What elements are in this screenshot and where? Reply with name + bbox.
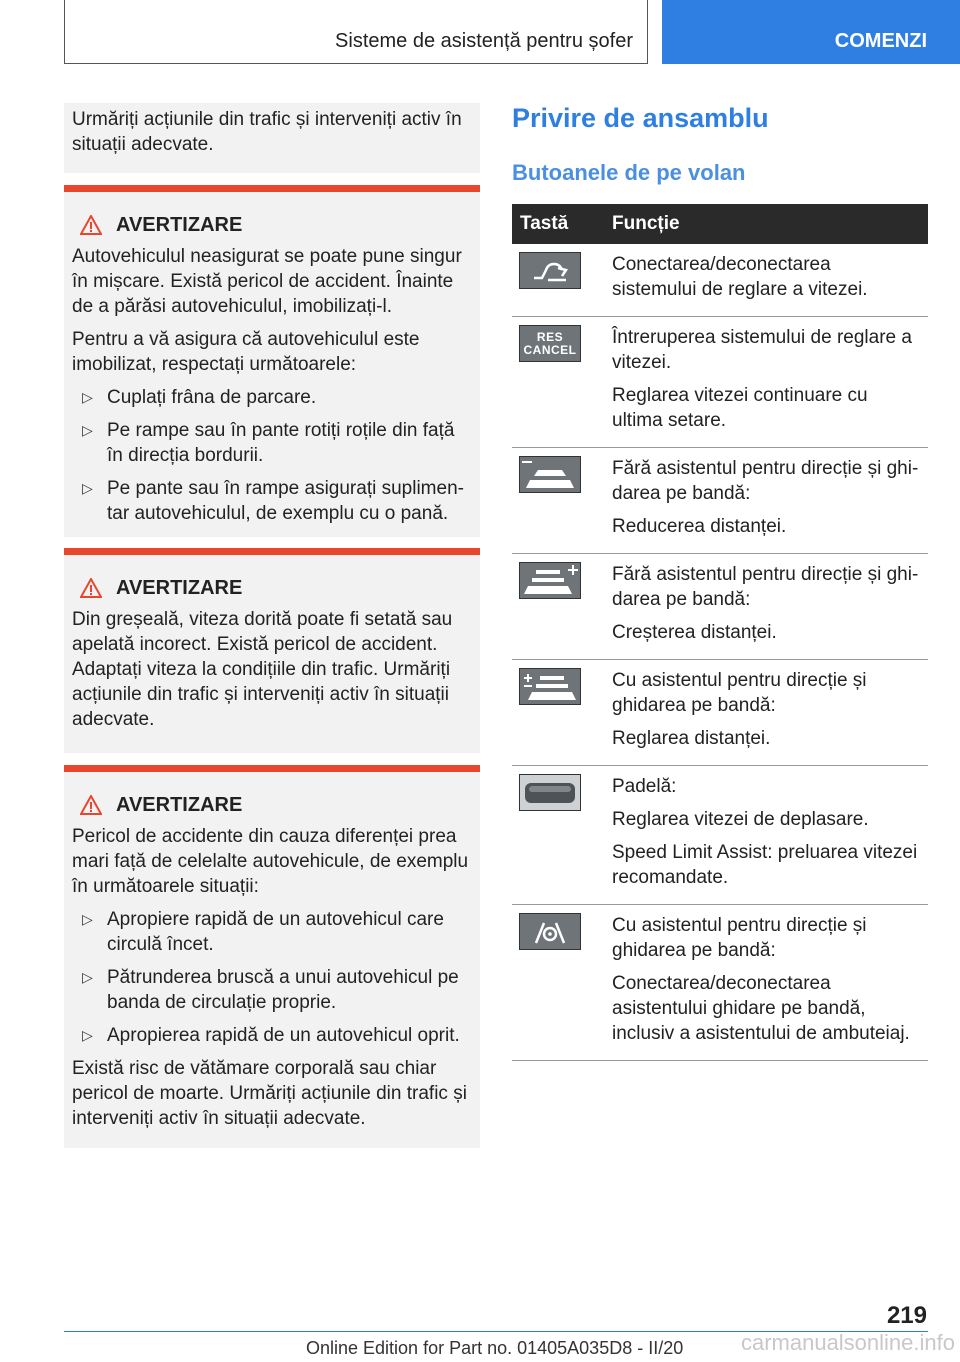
column-header-key: Tastă xyxy=(512,204,604,244)
res-cancel-icon: RES CANCEL xyxy=(519,325,581,362)
warning3-paragraph-2: Există risc de vătămare corporală sau chiar pericol de moarte. Urmăriți acțiunile din trafic și interveniți activ în situații adecvate. xyxy=(72,1058,467,1129)
distance-decrease-icon xyxy=(519,456,581,493)
function-text: Reglarea vitezei de deplasare. xyxy=(612,809,869,830)
watermark: carmanualsonline.info xyxy=(740,1330,955,1355)
warning-triangle-icon xyxy=(80,795,102,815)
table-row xyxy=(512,317,928,448)
list-item: ▷ Apropierea rapidă de un autovehicul oprit. xyxy=(82,1025,460,1046)
function-text: Fără asistentul pentru direcție și ghidarea pe bandă: xyxy=(612,564,919,610)
table-row xyxy=(512,766,928,905)
function-text: Creșterea distanței. xyxy=(612,622,777,643)
warning3-list xyxy=(72,907,472,1048)
function-text: Fără asistentul pentru direcție și ghidarea pe bandă: xyxy=(612,458,919,504)
warning2-paragraph-1: Din greșeală, viteza dorită poate fi setată sau apelată incorect. Există pericol de accident. Adaptați viteza la condițiile din trafic. Urmăriți acțiunile din trafic și interveniți activ în situații adecvate. xyxy=(72,609,453,730)
function-text: Cu asistentul pentru direcție și ghidarea pe bandă: xyxy=(612,915,867,961)
page-number: 219 xyxy=(886,1302,927,1329)
function-text: Conectarea/deconectarea sistemului de reglare a vitezei. xyxy=(612,254,868,300)
warning1-paragraph-2: Pentru a vă asigura că autovehiculul este imobilizat, respectați următoarele: xyxy=(72,329,420,375)
table-row xyxy=(512,905,928,1061)
warning3-paragraph-1: Pericol de accidente din cauza diferenței prea mari față de celelalte autovehicule, de exemplu în următoarele situații: xyxy=(72,826,469,897)
intro-text: Urmăriți acțiunile din trafic și interveniți activ în situații adecvate. xyxy=(72,109,462,155)
bullet-triangle-icon: ▷ xyxy=(82,480,93,496)
distance-adjust-icon xyxy=(519,668,581,705)
header-section-title: Sisteme de asistență pentru șofer xyxy=(335,30,633,52)
warning-triangle-icon xyxy=(80,215,102,235)
warning-title: AVERTIZARE xyxy=(72,575,472,601)
function-text: Întreruperea sistemului de reglare a vitezei. xyxy=(612,327,912,373)
bullet-triangle-icon: ▷ xyxy=(82,911,93,927)
intro-box xyxy=(64,103,480,173)
steering-assist-icon xyxy=(519,913,581,950)
bullet-triangle-icon: ▷ xyxy=(82,389,93,405)
table-row xyxy=(512,554,928,660)
column-header-function: Funcție xyxy=(604,204,928,244)
function-text: Reducerea distanței. xyxy=(612,516,787,537)
header-chapter-tab[interactable] xyxy=(662,0,960,64)
list-item: ▷ Pătrunderea bruscă a unui autovehicul pe banda de circulație proprie. xyxy=(82,967,459,1013)
warning-box-1 xyxy=(64,185,480,537)
warning1-paragraph-1: Autovehiculul neasigurat se poate pune singur în mișcare. Există pericol de accident. Înainte de a părăsi autovehiculul, imobilizați-l. xyxy=(72,246,462,317)
bullet-triangle-icon: ▷ xyxy=(82,969,93,985)
warning1-list xyxy=(72,385,472,526)
list-item: ▷ Cuplați frâna de parcare. xyxy=(82,387,317,408)
section-subheading: Butoanele de pe volan xyxy=(512,160,746,185)
function-text: Conectarea/deconectarea asistentului ghidare pe bandă, inclusiv a asistentului de ambuteiaj. xyxy=(612,973,910,1044)
table-row xyxy=(512,244,928,317)
footer-edition: Online Edition for Part no. 01405A035D8 - II/20 xyxy=(306,1338,684,1358)
warning-box-2 xyxy=(64,548,480,753)
warning-box-3 xyxy=(64,765,480,1148)
table-row xyxy=(512,660,928,766)
function-text: Padelă: xyxy=(612,776,677,797)
warning-title: AVERTIZARE xyxy=(72,792,472,818)
list-item: ▷ Pe rampe sau în pante rotiți roțile din față în direcția bordurii. xyxy=(82,420,455,466)
section-heading: Privire de ansamblu xyxy=(512,103,769,133)
header-chapter-label: COMENZI xyxy=(834,30,927,52)
table-row xyxy=(512,448,928,554)
list-item: ▷ Apropiere rapidă de un autovehicul care circulă încet. xyxy=(82,909,444,955)
steering-buttons-table xyxy=(512,204,928,1061)
rocker-paddle-icon xyxy=(519,774,581,811)
bullet-triangle-icon: ▷ xyxy=(82,1027,93,1043)
warning-title: AVERTIZARE xyxy=(72,212,472,238)
list-item: ▷ Pe pante sau în rampe asigurați suplimentar autovehiculul, de exemplu cu o pană. xyxy=(82,478,464,524)
header-section-box xyxy=(64,0,648,64)
cruise-control-icon xyxy=(519,252,581,289)
function-text: Speed Limit Assist: preluarea vitezei recomandate. xyxy=(612,842,918,888)
bullet-triangle-icon: ▷ xyxy=(82,422,93,438)
function-text: Reglarea vitezei continuare cu ultima setare. xyxy=(612,385,868,431)
function-text: Cu asistentul pentru direcție și ghidarea pe bandă: xyxy=(612,670,867,716)
distance-increase-icon xyxy=(519,562,581,599)
function-text: Reglarea distanței. xyxy=(612,728,771,749)
table-header-row xyxy=(512,204,928,244)
warning-triangle-icon xyxy=(80,578,102,598)
